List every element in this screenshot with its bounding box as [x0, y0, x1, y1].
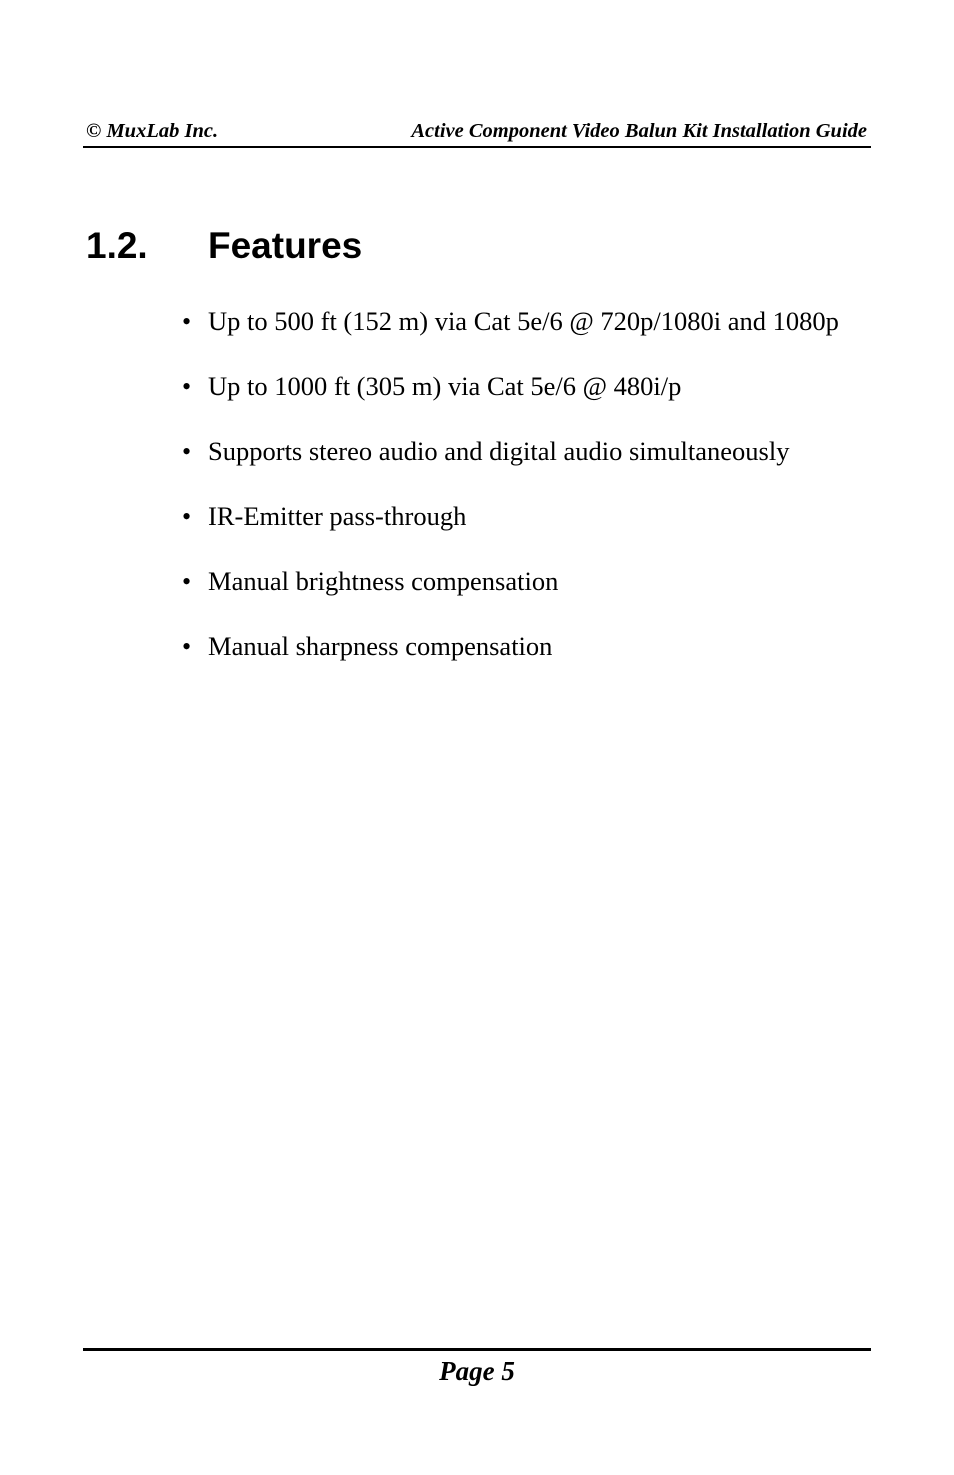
bullet-icon: •: [182, 632, 192, 661]
header-divider: [83, 146, 871, 148]
list-item: [182, 500, 862, 533]
feature-text: Up to 500 ft (152 m) via Cat 5e/6 @ 720p/1080i and 1080p: [208, 306, 839, 336]
feature-text: IR-Emitter pass-through: [208, 501, 467, 531]
list-item: [182, 565, 862, 598]
header-document-title: Active Component Video Balun Kit Installation Guide: [411, 120, 867, 142]
feature-text: Manual sharpness compensation: [208, 631, 553, 661]
feature-list: [182, 305, 862, 695]
page-header: [84, 117, 871, 145]
bullet-icon: •: [182, 437, 192, 466]
feature-text: Up to 1000 ft (305 m) via Cat 5e/6 @ 480i/p: [208, 371, 682, 401]
header-copyright: © MuxLab Inc.: [86, 120, 219, 142]
feature-text: Supports stereo audio and digital audio simultaneously: [208, 436, 790, 466]
page-number: Page 5: [439, 1356, 515, 1386]
bullet-icon: •: [182, 372, 192, 401]
section-heading: Features: [208, 225, 363, 266]
list-item: [182, 370, 862, 403]
footer-divider: [83, 1348, 871, 1351]
bullet-icon: •: [182, 502, 192, 531]
bullet-icon: •: [182, 567, 192, 596]
section-number: 1.2.: [86, 225, 148, 266]
feature-text: Manual brightness compensation: [208, 566, 559, 596]
list-item: [182, 630, 862, 663]
list-item: [182, 305, 862, 338]
bullet-icon: •: [182, 307, 192, 336]
list-item: [182, 435, 862, 468]
